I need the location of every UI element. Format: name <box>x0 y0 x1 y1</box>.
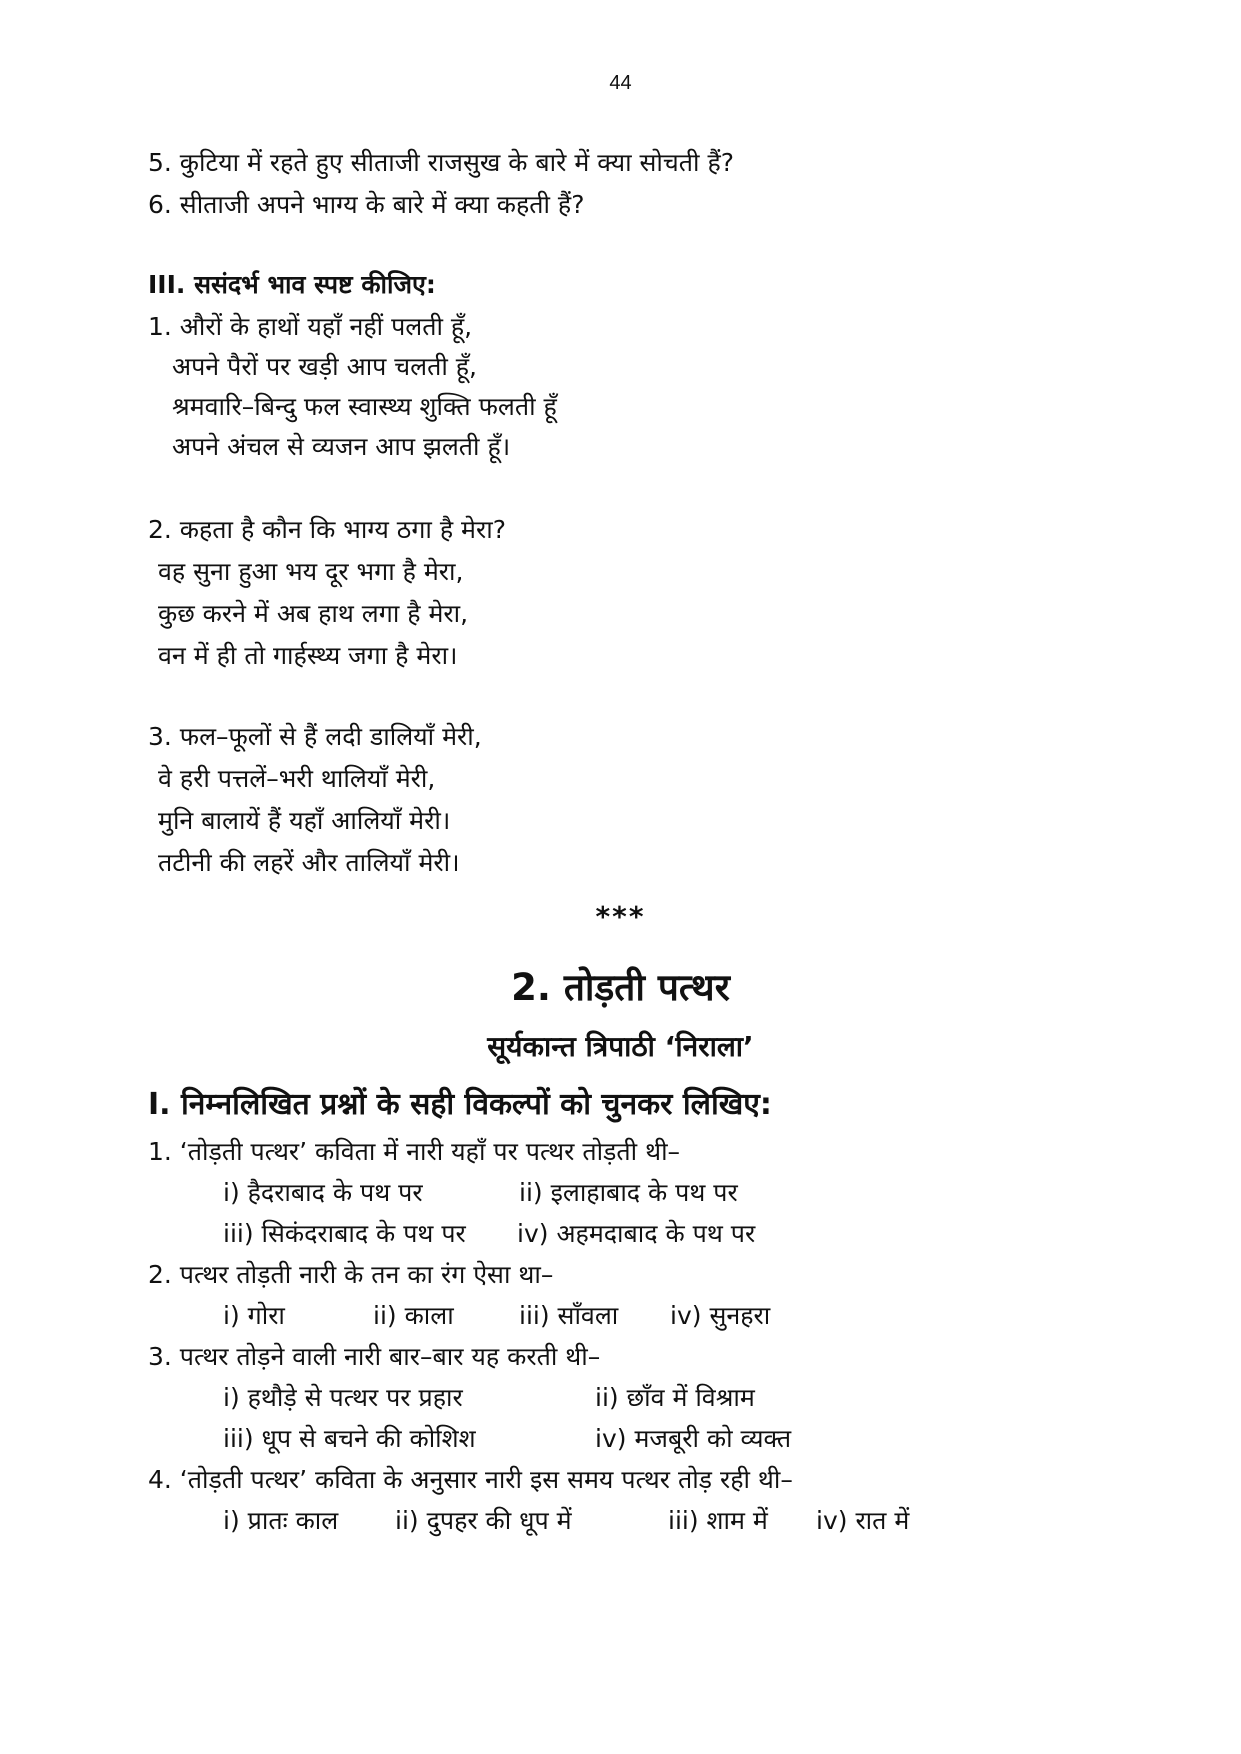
mcq-4-option-4: iv) रात में <box>816 1506 910 1535</box>
stanza-2-line-2: वह सुना हुआ भय दूर भगा है मेरा, <box>158 557 464 586</box>
stanza-2-line-1: 2. कहता है कौन कि भाग्य ठगा है मेरा? <box>148 515 506 544</box>
mcq-3-question: 3. पत्थर तोड़ने वाली नारी बार–बार यह करती थी– <box>148 1342 601 1371</box>
page-number: 44 <box>609 72 632 94</box>
stanza-1-line-4: अपने अंचल से व्यजन आप झलती हूँ। <box>172 432 511 461</box>
mcq-1-option-1: i) हैदराबाद के पथ पर <box>223 1178 423 1207</box>
chapter-author: सूर्यकान्त त्रिपाठी ‘निराला’ <box>487 1030 754 1063</box>
mcq-4-question: 4. ‘तोड़ती पत्थर’ कविता के अनुसार नारी इस समय पत्थर तोड़ रही थी– <box>148 1465 793 1494</box>
mcq-4-option-3: iii) शाम में <box>668 1506 768 1535</box>
question-5: 5. कुटिया में रहते हुए सीताजी राजसुख के बारे में क्या सोचती हैं? <box>148 148 734 177</box>
stanza-1-line-1: 1. औरों के हाथों यहाँ नहीं पलती हूँ, <box>148 312 473 341</box>
mcq-3-option-2: ii) छाँव में विश्राम <box>595 1383 755 1412</box>
mcq-2-option-3: iii) साँवला <box>519 1301 619 1330</box>
mcq-3-option-4: iv) मजबूरी को व्यक्त <box>595 1424 792 1453</box>
mcq-1-option-4: iv) अहमदाबाद के पथ पर <box>517 1219 756 1248</box>
mcq-2-option-2: ii) काला <box>373 1301 454 1330</box>
stanza-3-line-2: वे हरी पत्तलें–भरी थालियाँ मेरी, <box>158 764 436 793</box>
stanza-2-line-4: वन में ही तो गार्हस्थ्य जगा है मेरा। <box>158 641 458 670</box>
stanza-3-line-1: 3. फल–फूलों से हैं लदी डालियाँ मेरी, <box>148 722 482 751</box>
chapter-title: 2. तोड़ती पत्थर <box>511 966 730 1009</box>
mcq-2-option-1: i) गोरा <box>223 1301 285 1330</box>
question-6: 6. सीताजी अपने भाग्य के बारे में क्या कहती हैं? <box>148 190 585 219</box>
mcq-3-option-3: iii) धूप से बचने की कोशिश <box>223 1424 476 1453</box>
section-3-heading: III. ससंदर्भ भाव स्पष्ट कीजिए: <box>148 270 436 299</box>
stanza-3-line-4: तटीनी की लहरें और तालियाँ मेरी। <box>158 848 460 877</box>
mcq-3-option-1: i) हथौड़े से पत्थर पर प्रहार <box>223 1383 463 1412</box>
mcq-1-option-3: iii) सिकंदराबाद के पथ पर <box>223 1219 466 1248</box>
mcq-4-option-1: i) प्रातः काल <box>223 1506 339 1535</box>
stanza-1-line-3: श्रमवारि–बिन्दु फल स्वास्थ्य शुक्ति फलती हूँ <box>172 392 557 421</box>
mcq-2-option-4: iv) सुनहरा <box>670 1301 771 1330</box>
mcq-1-question: 1. ‘तोड़ती पत्थर’ कविता में नारी यहाँ पर पत्थर तोड़ती थी– <box>148 1137 681 1166</box>
mcq-1-option-2: ii) इलाहाबाद के पथ पर <box>519 1178 738 1207</box>
stanza-3-line-3: मुनि बालायें हैं यहाँ आलियाँ मेरी। <box>158 806 451 835</box>
mcq-4-option-2: ii) दुपहर की धूप में <box>395 1506 572 1535</box>
section-separator: *** <box>595 900 646 933</box>
stanza-1-line-2: अपने पैरों पर खड़ी आप चलती हूँ, <box>172 352 478 381</box>
section-1-heading: I. निम्नलिखित प्रश्नों के सही विकल्पों को चुनकर लिखिए: <box>148 1087 772 1122</box>
mcq-2-question: 2. पत्थर तोड़ती नारी के तन का रंग ऐसा था– <box>148 1260 554 1289</box>
stanza-2-line-3: कुछ करने में अब हाथ लगा है मेरा, <box>158 599 469 628</box>
